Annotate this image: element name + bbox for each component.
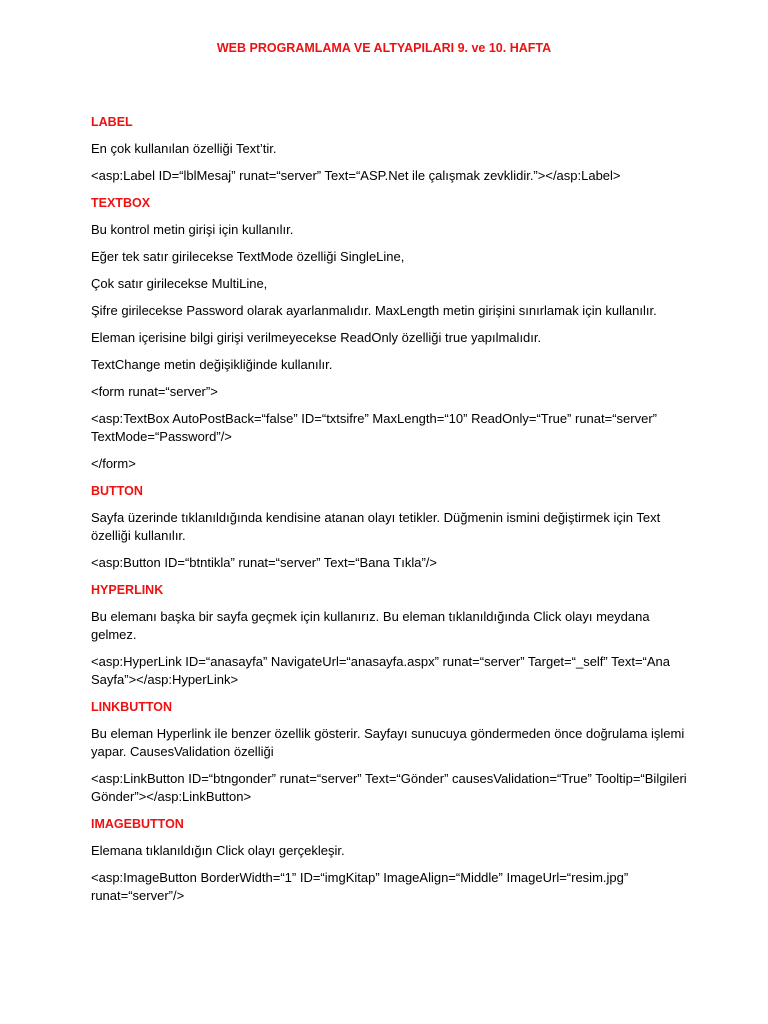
paragraph: Elemana tıklanıldığın Click olayı gerçekleşir. [91,843,345,858]
section-heading: TEXTBOX [91,196,151,210]
section-heading: IMAGEBUTTON [91,817,184,831]
paragraph: Eğer tek satır girilecekse TextMode özelliği SingleLine, [91,249,405,264]
paragraph: Bu elemanı başka bir sayfa geçmek için kullanırız. Bu eleman tıklanıldığında Click olayı meydana gelmez. [91,609,650,642]
section-heading: HYPERLINK [91,583,164,597]
section-heading: BUTTON [91,484,143,498]
section-imagebutton [91,815,691,905]
code-line: <asp:Button ID=“btntikla” runat=“server” Text=“Bana Tıkla”/> [91,555,437,570]
section-heading: LINKBUTTON [91,700,173,714]
document-title: WEB PROGRAMLAMA VE ALTYAPILARI 9. ve 10. HAFTA [216,41,552,55]
section-textbox [91,194,691,473]
paragraph: Sayfa üzerinde tıklanıldığında kendisine atanan olayı tetikler. Düğmenin ismini değiştirmek için Text özelliği kullanılır. [91,510,661,543]
paragraph: Çok satır girilecekse MultiLine, [91,276,268,291]
code-line: <asp:Label ID=“lblMesaj” runat=“server” Text=“ASP.Net ile çalışmak zevklidir.”></asp:Label> [91,168,621,183]
paragraph: Eleman içerisine bilgi girişi verilmeyecekse ReadOnly özelliği true yapılmalıdır. [91,330,542,345]
section-hyperlink [91,581,691,689]
paragraph: Bu kontrol metin girişi için kullanılır. [91,222,294,237]
section-button [91,482,691,572]
section-heading: LABEL [91,115,133,129]
code-line: <asp:TextBox AutoPostBack=“false” ID=“txtsifre” MaxLength=“10” ReadOnly=“True” runat=“server” TextMode=“Password”/> [91,411,657,444]
code-line: <asp:LinkButton ID=“btngonder” runat=“server” Text=“Gönder” causesValidation=“True” Tooltip=“Bilgileri Gönder”></asp:LinkButton> [91,771,687,804]
code-line: </form> [91,456,136,471]
paragraph: En çok kullanılan özelliği Text’tir. [91,141,277,156]
code-line: <form runat=“server”> [91,384,218,399]
section-linkbutton [91,698,691,806]
document-body [91,113,691,914]
code-line: <asp:ImageButton BorderWidth=“1” ID=“imgKitap” ImageAlign=“Middle” ImageUrl=“resim.jpg” runat=“server”/> [91,870,629,903]
paragraph: TextChange metin değişikliğinde kullanılır. [91,357,333,372]
paragraph: Bu eleman Hyperlink ile benzer özellik gösterir. Sayfayı sunucuya göndermeden önce doğrulama işlemi yapar. CausesValidation özelliği [91,726,685,759]
code-line: <asp:HyperLink ID=“anasayfa” NavigateUrl=“anasayfa.aspx” runat=“server” Target=“_self” Text=“Ana Sayfa”></asp:HyperLink> [91,654,671,687]
paragraph: Şifre girilecekse Password olarak ayarlanmalıdır. MaxLength metin girişini sınırlamak için kullanılır. [91,303,657,318]
section-label [91,113,691,185]
